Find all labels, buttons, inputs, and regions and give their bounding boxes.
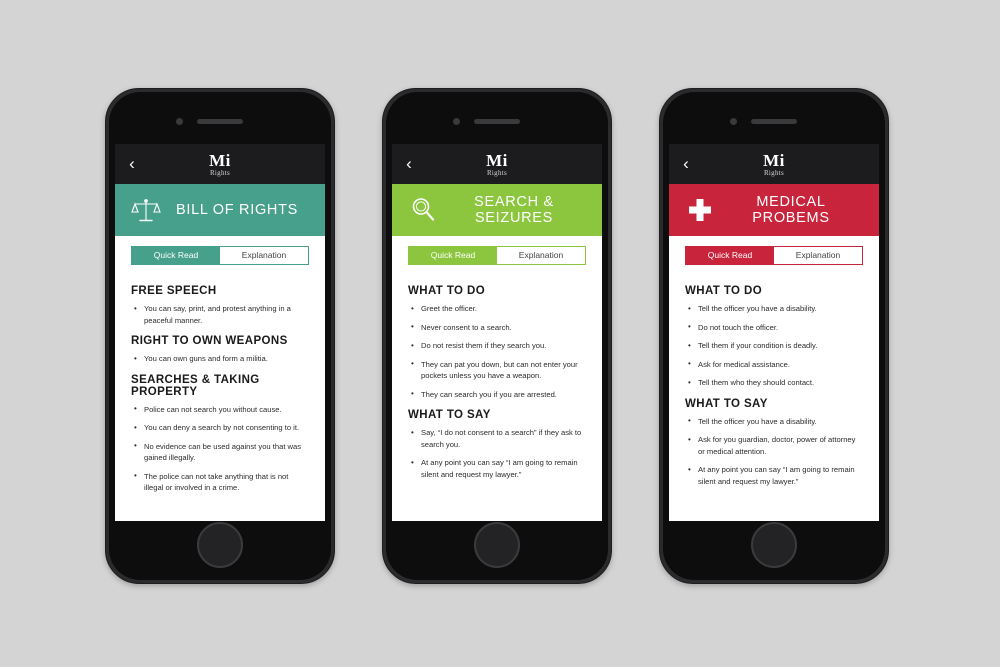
brand-title: Mi (763, 150, 785, 170)
home-button[interactable] (197, 522, 243, 568)
home-button[interactable] (474, 522, 520, 568)
toggle-quick-read[interactable]: Quick Read (686, 247, 774, 264)
view-toggle[interactable] (685, 246, 863, 265)
list-item: • They can pat you down, but can not enter your pockets unless you have a weapon. (419, 359, 586, 382)
list-item: • Police can not search you without cause. (142, 404, 309, 416)
content-clip (392, 511, 602, 521)
list-item: • Never consent to a search. (419, 322, 586, 334)
bullet-list (131, 303, 309, 326)
toggle-explanation[interactable]: Explanation (795, 250, 841, 260)
list-item: • You can deny a search by not consenting to it. (142, 422, 309, 434)
app-navbar (392, 144, 602, 184)
toggle-explanation[interactable]: Explanation (518, 250, 564, 260)
app-screen-search-and-seizures (392, 144, 602, 521)
section-heading: SEARCHES & TAKING PROPERTY (131, 373, 260, 398)
toggle-quick-read[interactable]: Quick Read (132, 247, 220, 264)
app-brand (763, 152, 785, 177)
section-header-medical-problems (669, 184, 879, 236)
list-item: • Ask for you guardian, doctor, power of attorney or medical attention. (696, 434, 863, 457)
app-navbar (669, 144, 879, 184)
section-header-search-and-seizures (392, 184, 602, 236)
list-item: • You can own guns and form a militia. (142, 353, 309, 365)
section-heading: WHAT TO DO (685, 285, 763, 297)
scales-of-justice-icon (129, 193, 163, 227)
view-toggle-wrap (669, 236, 879, 269)
app-screen-medical-problems (669, 144, 879, 521)
list-item: • Tell the officer you have a disability. (696, 303, 863, 315)
list-item: • The police can not take anything that is not illegal or involved in a crime. (142, 471, 309, 494)
content-body (669, 269, 879, 502)
earpiece-speaker (751, 119, 797, 124)
bullet-list (408, 427, 586, 480)
list-item: • Do not resist them if they search you. (419, 340, 586, 352)
list-item: • Tell them who they should contact. (696, 377, 863, 389)
app-brand (486, 152, 508, 177)
list-item: • No evidence can be used against you that was gained illegally. (142, 441, 309, 464)
brand-title: Mi (209, 150, 231, 170)
section-heading: RIGHT TO OWN WEAPONS (131, 335, 288, 347)
list-item: • At any point you can say “I am going to remain silent and request my lawyer.” (419, 457, 586, 480)
brand-subtitle: Rights (763, 168, 785, 177)
phone-device-bill-of-rights (105, 88, 335, 584)
bullet-list (131, 404, 309, 494)
list-item: • Ask for medical assistance. (696, 359, 863, 371)
back-chevron-icon[interactable]: ‹ (129, 154, 135, 173)
app-screen-bill-of-rights (115, 144, 325, 521)
list-item: • Do not touch the officer. (696, 322, 863, 334)
brand-title: Mi (486, 150, 508, 170)
back-chevron-icon[interactable]: ‹ (683, 154, 689, 173)
content-body (115, 269, 325, 509)
home-button[interactable] (751, 522, 797, 568)
phone-bezel (109, 92, 331, 580)
section-heading: WHAT TO SAY (685, 397, 768, 410)
section-heading: FREE SPEECH (131, 285, 217, 297)
list-item: • You can say, print, and protest anything in a peaceful manner. (142, 303, 309, 326)
magnifying-glass-icon (406, 193, 440, 227)
view-toggle-wrap (392, 236, 602, 269)
view-toggle-wrap (115, 236, 325, 269)
app-brand (209, 152, 231, 177)
list-item: • Tell the officer you have a disability. (696, 416, 863, 428)
content-clip (669, 511, 879, 521)
front-camera-icon (453, 118, 460, 125)
phone-device-medical-problems (659, 88, 889, 584)
section-heading: WHAT TO DO (408, 285, 486, 297)
bullet-list (685, 416, 863, 488)
section-header-bill-of-rights (115, 184, 325, 236)
brand-subtitle: Rights (486, 168, 508, 177)
medical-cross-icon (683, 193, 717, 227)
bullet-list (131, 353, 309, 365)
toggle-explanation[interactable]: Explanation (241, 250, 287, 260)
phone-bezel (663, 92, 885, 580)
front-camera-icon (730, 118, 737, 125)
earpiece-speaker (197, 119, 243, 124)
section-heading: WHAT TO SAY (408, 409, 491, 421)
view-toggle[interactable] (408, 246, 586, 265)
list-item: • They can search you if you are arrested. (419, 389, 586, 401)
section-title: MEDICAL PROBEMS (752, 194, 830, 226)
back-chevron-icon[interactable]: ‹ (406, 154, 412, 173)
earpiece-speaker (474, 119, 520, 124)
bullet-list (685, 303, 863, 389)
content-body (392, 269, 602, 495)
toggle-quick-read[interactable]: Quick Read (409, 247, 497, 264)
section-title: SEARCH & SEIZURES (474, 194, 554, 226)
list-item: • Greet the officer. (419, 303, 586, 315)
content-clip (115, 511, 325, 521)
bullet-list (408, 303, 586, 400)
view-toggle[interactable] (131, 246, 309, 265)
phone-device-search-and-seizures (382, 88, 612, 584)
phone-bezel (386, 92, 608, 580)
front-camera-icon (176, 118, 183, 125)
list-item: • Tell them if your condition is deadly. (696, 340, 863, 352)
list-item: • At any point you can say “I am going to remain silent and request my lawyer.” (696, 464, 863, 487)
section-title: BILL OF RIGHTS (175, 202, 299, 218)
app-navbar (115, 144, 325, 184)
list-item: • Say, “I do not consent to a search” if they ask to search you. (419, 427, 586, 450)
brand-subtitle: Rights (209, 168, 231, 177)
